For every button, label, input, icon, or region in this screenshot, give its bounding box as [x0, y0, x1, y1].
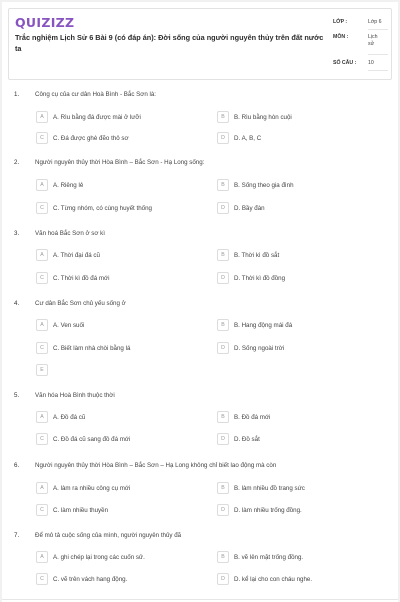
- option-letter-box: D: [217, 272, 229, 284]
- question-number: 6.: [14, 462, 20, 469]
- option-letter-box: C: [36, 342, 48, 354]
- option-text: B. vẽ lên mặt trống đồng.: [234, 553, 304, 561]
- option-letter-box: A: [36, 482, 48, 494]
- option-text: A. Thời đại đá cũ: [53, 251, 100, 259]
- option-a[interactable]: [36, 482, 130, 494]
- option-letter-box: D: [217, 504, 229, 516]
- option-letter-box: C: [36, 132, 48, 144]
- option-d[interactable]: [217, 272, 285, 284]
- question-number: 2.: [14, 159, 20, 166]
- question-text: Văn hoá Bắc Sơn ở sơ kì: [35, 230, 105, 237]
- worksheet-title: Trắc nghiệm Lịch Sử 6 Bài 9 (có đáp án): Đời sống của người nguyên thủy trên đất nước ta: [15, 33, 324, 53]
- option-letter-box: D: [217, 202, 229, 214]
- option-b[interactable]: [217, 319, 292, 331]
- option-letter-box: D: [217, 132, 229, 144]
- option-letter-box: C: [36, 202, 48, 214]
- class-value: Lớp 6: [368, 19, 382, 25]
- option-b[interactable]: [217, 551, 303, 563]
- option-text: A. Đồ đá cũ: [53, 413, 86, 421]
- question-text: Để mô tả cuộc sống của mình, người nguyên thủy đã: [35, 532, 182, 539]
- option-a[interactable]: [36, 411, 85, 423]
- option-text: B. Hang động mái đá: [234, 321, 293, 329]
- option-d[interactable]: [217, 433, 260, 445]
- option-letter-box: A: [36, 179, 48, 191]
- option-c[interactable]: [36, 132, 129, 144]
- question-text: Cư dân Bắc Sơn chủ yếu sống ở: [35, 300, 126, 307]
- question-number: 5.: [14, 392, 20, 399]
- option-letter-box: B: [217, 179, 229, 191]
- count-value: 10: [368, 60, 374, 66]
- count-label: SỐ CÂU :: [333, 60, 357, 66]
- option-c[interactable]: [36, 342, 130, 354]
- option-text: D. Sống ngoài trời: [234, 344, 285, 352]
- option-text: C. Đồ đá cũ sang đồ đá mới: [53, 435, 131, 443]
- option-letter-box: B: [217, 551, 229, 563]
- option-letter-box: B: [217, 249, 229, 261]
- worksheet-header: [8, 8, 392, 80]
- option-d[interactable]: [217, 202, 265, 214]
- option-text: C. Đá được ghè đẽo thô sơ: [53, 134, 129, 142]
- option-text: C. Từng nhóm, có cùng huyết thống: [53, 204, 152, 212]
- option-letter-box: C: [36, 272, 48, 284]
- option-text: C. Thời kì đồ đá mới: [53, 274, 110, 282]
- option-d[interactable]: [217, 342, 284, 354]
- question-text: Công cụ của cư dân Hoà Bình - Bắc Sơn là:: [35, 91, 157, 98]
- option-b[interactable]: [217, 482, 305, 494]
- option-text: D. A, B, C: [234, 134, 262, 142]
- option-b[interactable]: [217, 249, 279, 261]
- option-letter-box: A: [36, 111, 48, 123]
- option-letter-box: B: [217, 411, 229, 423]
- option-text: A. Rìu bằng đá được mài ở lưỡi: [53, 113, 141, 121]
- question-text: Người nguyên thủy thời Hòa Bình – Bắc Sơn – Hạ Long không chỉ biết lao động mà còn: [35, 462, 277, 469]
- option-text: D. Bầy đàn: [234, 204, 265, 212]
- option-text: C. vẽ trên vách hang động.: [53, 575, 128, 583]
- option-text: A. làm ra nhiều công cụ mới: [53, 484, 131, 492]
- option-d[interactable]: [217, 504, 302, 516]
- option-text: B. Rìu bằng hòn cuội: [234, 113, 292, 121]
- option-text: B. Sống theo gia đình: [234, 181, 294, 189]
- class-label: LỚP :: [333, 19, 348, 25]
- option-text: B. Thời kì đồ sắt: [234, 251, 280, 259]
- option-letter-box: A: [36, 319, 48, 331]
- question-number: 4.: [14, 300, 20, 307]
- option-b[interactable]: [217, 411, 270, 423]
- question-text: Người nguyên thủy thời Hòa Bình – Bắc Sơn - Hạ Long sống:: [35, 159, 205, 166]
- option-text: B. Đồ đá mới: [234, 413, 271, 421]
- quizizz-logo[interactable]: QUIZIZZ: [15, 15, 75, 30]
- option-text: A. ghi chép lại trong các cuốn sử.: [53, 553, 145, 561]
- option-letter-box: C: [36, 504, 48, 516]
- option-c[interactable]: [36, 504, 108, 516]
- option-d[interactable]: [217, 132, 261, 144]
- question-number: 3.: [14, 230, 20, 237]
- subject-label: MÔN :: [333, 34, 349, 40]
- option-c[interactable]: [36, 573, 127, 585]
- option-c[interactable]: [36, 202, 152, 214]
- option-a[interactable]: [36, 551, 145, 563]
- option-b[interactable]: [217, 179, 294, 191]
- option-e[interactable]: [36, 364, 48, 376]
- option-c[interactable]: [36, 272, 110, 284]
- option-letter-box: A: [36, 249, 48, 261]
- worksheet-page: [2, 2, 398, 602]
- option-text: C. làm nhiều thuyền: [53, 506, 109, 514]
- subject-underline: [368, 54, 388, 55]
- option-letter-box: A: [36, 551, 48, 563]
- option-letter-box: D: [217, 433, 229, 445]
- subject-value: Lịch sử: [368, 34, 378, 47]
- option-a[interactable]: [36, 179, 83, 191]
- question-text: Văn hóa Hoà Bình thuộc thời: [35, 392, 115, 399]
- option-letter-box: B: [217, 482, 229, 494]
- option-text: D. Đồ sắt: [234, 435, 260, 443]
- option-letter-box: C: [36, 573, 48, 585]
- option-letter-box: B: [217, 111, 229, 123]
- option-letter-box: E: [36, 364, 48, 376]
- option-a[interactable]: [36, 319, 84, 331]
- option-letter-box: D: [217, 342, 229, 354]
- option-text: D. làm nhiều trống đồng.: [234, 506, 302, 514]
- option-letter-box: D: [217, 573, 229, 585]
- question-number: 1.: [14, 91, 20, 98]
- option-c[interactable]: [36, 433, 130, 445]
- option-text: B. làm nhiều đồ trang sức: [234, 484, 305, 492]
- count-underline: [368, 70, 388, 71]
- option-letter-box: A: [36, 411, 48, 423]
- option-letter-box: B: [217, 319, 229, 331]
- option-text: C. Biết làm nhà chòi bằng lá: [53, 344, 131, 352]
- option-a[interactable]: [36, 111, 141, 123]
- option-a[interactable]: [36, 249, 100, 261]
- option-letter-box: C: [36, 433, 48, 445]
- option-text: A. Ven suối: [53, 321, 85, 329]
- option-text: D. kể lại cho con cháu nghe.: [234, 575, 313, 583]
- option-text: A. Riêng lẻ: [53, 181, 84, 189]
- option-d[interactable]: [217, 573, 312, 585]
- option-text: D. Thời kì đồ đồng: [234, 274, 286, 282]
- question-number: 7.: [14, 532, 20, 539]
- class-underline: [368, 29, 388, 30]
- option-b[interactable]: [217, 111, 292, 123]
